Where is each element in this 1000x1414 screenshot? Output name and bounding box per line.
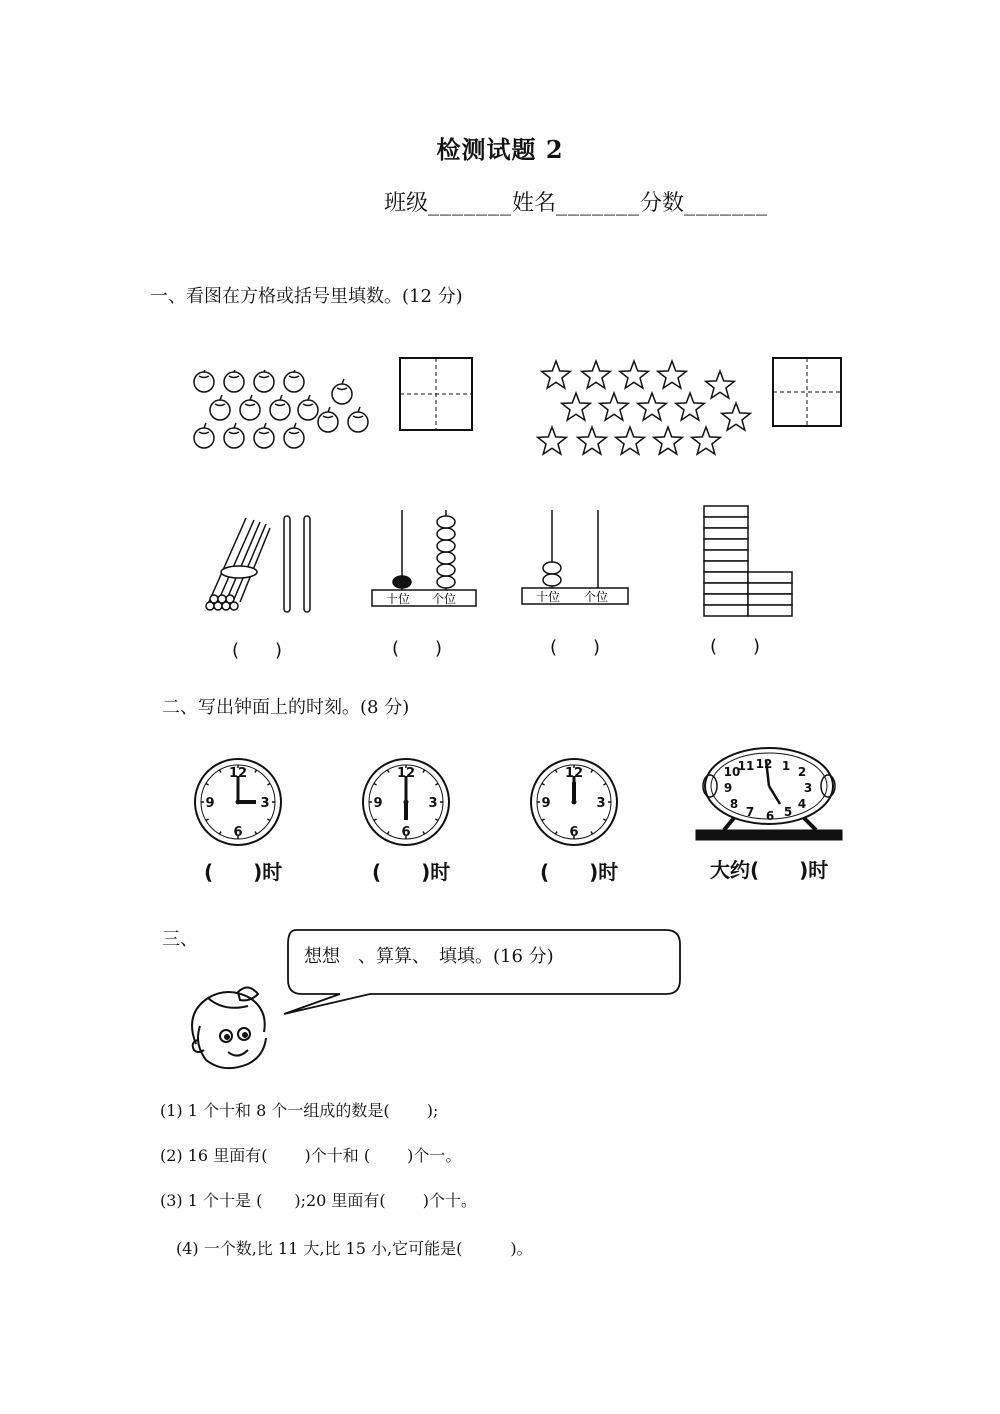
- apple-icon: [210, 395, 230, 420]
- apple-icon: [270, 395, 290, 420]
- apple-icon: [224, 423, 244, 448]
- clock-number: 12: [564, 766, 584, 781]
- answer-paren-blocks[interactable]: ( ): [710, 636, 761, 657]
- answer-paren-abacus-2[interactable]: ( ): [550, 637, 601, 658]
- oval-clock-number: 3: [803, 781, 813, 795]
- star-icon: [582, 361, 611, 388]
- abacus-bead: [437, 516, 455, 528]
- ten-block: [704, 572, 748, 583]
- abacus-2-tens-label: 十位: [536, 590, 561, 604]
- clock-number: 3: [428, 796, 438, 811]
- clock-2-caption[interactable]: ( )时: [372, 860, 451, 884]
- apple-icon: [318, 407, 338, 432]
- apple-icon: [284, 370, 304, 392]
- oval-clock-number: 12: [755, 757, 773, 771]
- class-label: 班级: [384, 191, 429, 216]
- answer-paren-abacus-1[interactable]: ( ): [392, 638, 443, 659]
- unit-block: [748, 594, 792, 605]
- ten-block: [704, 561, 748, 572]
- apple-icon: [240, 395, 260, 420]
- star-icon: [658, 361, 687, 388]
- section3-heading: 三、: [162, 929, 198, 950]
- abacus-2-ones-label: 个位: [584, 590, 609, 604]
- clock-1-caption[interactable]: ( )时: [204, 860, 283, 884]
- ten-block: [704, 517, 748, 528]
- girl-mascot-icon: [178, 984, 278, 1074]
- star-icon: [706, 371, 735, 398]
- answer-grid-stars[interactable]: [771, 356, 843, 428]
- clock-number: 3: [596, 796, 606, 811]
- ten-block: [704, 528, 748, 539]
- apple-icon: [254, 370, 274, 392]
- clock-4-caption[interactable]: 大约( )时: [710, 858, 829, 882]
- question-2: (2) 16 里面有( )个十和 ( )个一。: [160, 1146, 462, 1165]
- abacus-1-ones-label: 个位: [432, 592, 457, 606]
- star-icon: [692, 427, 721, 454]
- clock-number: 12: [228, 766, 248, 781]
- apple-icon: [284, 423, 304, 448]
- clock-number: 6: [233, 825, 243, 840]
- clock-2: [360, 756, 452, 848]
- clock-number: 12: [396, 766, 416, 781]
- oval-clock-number: 10: [723, 765, 741, 779]
- ten-block: [704, 605, 748, 616]
- star-icon: [578, 427, 607, 454]
- apple-icon: [298, 395, 318, 420]
- unit-block: [748, 605, 792, 616]
- clock-center: [572, 800, 577, 805]
- star-icon: [538, 427, 567, 454]
- score-blank: _______: [684, 191, 769, 216]
- apple-icon: [224, 370, 244, 392]
- section1-heading: 一、看图在方格或括号里填数。(12 分): [150, 286, 463, 307]
- clock-center: [236, 800, 241, 805]
- clock-number: 3: [260, 796, 270, 811]
- question-3: (3) 1 个十是 ( );20 里面有( )个十。: [160, 1191, 477, 1210]
- star-icon: [562, 393, 591, 420]
- clock-number: 6: [401, 825, 411, 840]
- apple-icon: [194, 423, 214, 448]
- oval-clock-number: 9: [723, 781, 733, 795]
- star-icon: [600, 393, 629, 420]
- student-info-line: [384, 186, 768, 217]
- star-icon: [638, 393, 667, 420]
- oval-clock-number: 5: [783, 805, 793, 819]
- stacked-blocks-figure: [702, 502, 800, 622]
- clock-3: [528, 756, 620, 848]
- abacus-bead: [437, 540, 455, 552]
- abacus-bead: [437, 528, 455, 540]
- oval-clock-number: 4: [797, 797, 807, 811]
- question-1: (1) 1 个十和 8 个一组成的数是( );: [160, 1101, 439, 1120]
- abacus-2: [520, 508, 630, 608]
- clock-1: [192, 756, 284, 848]
- ten-block: [704, 583, 748, 594]
- unit-block: [748, 583, 792, 594]
- ten-block: [704, 594, 748, 605]
- page-title: 检测试题 2: [436, 135, 564, 164]
- clock-3-caption[interactable]: ( )时: [540, 860, 619, 884]
- star-icon: [620, 361, 649, 388]
- ten-block: [704, 550, 748, 561]
- bubble-text: 想想 、算算、 填填。(16 分): [304, 946, 554, 967]
- oval-clock-number: 1: [781, 759, 791, 773]
- apples-figure: [190, 370, 380, 460]
- class-blank: _______: [428, 191, 513, 216]
- oval-clock-number: 11: [737, 759, 755, 773]
- stick-bundle-figure: [196, 512, 326, 617]
- clock-number: 9: [373, 796, 383, 811]
- clock-number: 9: [205, 796, 215, 811]
- star-icon: [654, 427, 683, 454]
- abacus-1-tens-label: 十位: [386, 592, 411, 606]
- oval-clock-number: 8: [729, 797, 739, 811]
- ten-block: [704, 506, 748, 517]
- apple-icon: [348, 407, 368, 432]
- star-icon: [722, 403, 751, 430]
- question-4: (4) 一个数,比 11 大,比 15 小,它可能是( )。: [176, 1239, 533, 1258]
- score-label: 分数: [640, 191, 685, 216]
- oval-clock-number: 2: [797, 765, 807, 779]
- answer-paren-sticks[interactable]: ( ): [232, 640, 283, 661]
- abacus-bead: [437, 564, 455, 576]
- abacus-1: [370, 508, 480, 610]
- oval-clock-number: 6: [765, 809, 775, 823]
- apple-icon: [194, 370, 214, 392]
- answer-grid-apples[interactable]: [398, 356, 474, 432]
- star-icon: [676, 393, 705, 420]
- unit-block: [748, 572, 792, 583]
- oval-clock: [694, 746, 844, 844]
- name-blank: _______: [556, 191, 641, 216]
- abacus-bead: [437, 576, 455, 588]
- apple-icon: [254, 423, 274, 448]
- clock-number: 6: [569, 825, 579, 840]
- clock-center: [404, 800, 409, 805]
- clock-number: 9: [541, 796, 551, 811]
- ten-block: [704, 539, 748, 550]
- name-label: 姓名: [512, 191, 557, 216]
- apple-icon: [332, 379, 352, 404]
- star-icon: [542, 361, 571, 388]
- section2-heading: 二、写出钟面上的时刻。(8 分): [162, 697, 410, 718]
- stars-figure: [534, 356, 759, 466]
- oval-clock-number: 7: [745, 805, 755, 819]
- star-icon: [616, 427, 645, 454]
- abacus-bead: [437, 552, 455, 564]
